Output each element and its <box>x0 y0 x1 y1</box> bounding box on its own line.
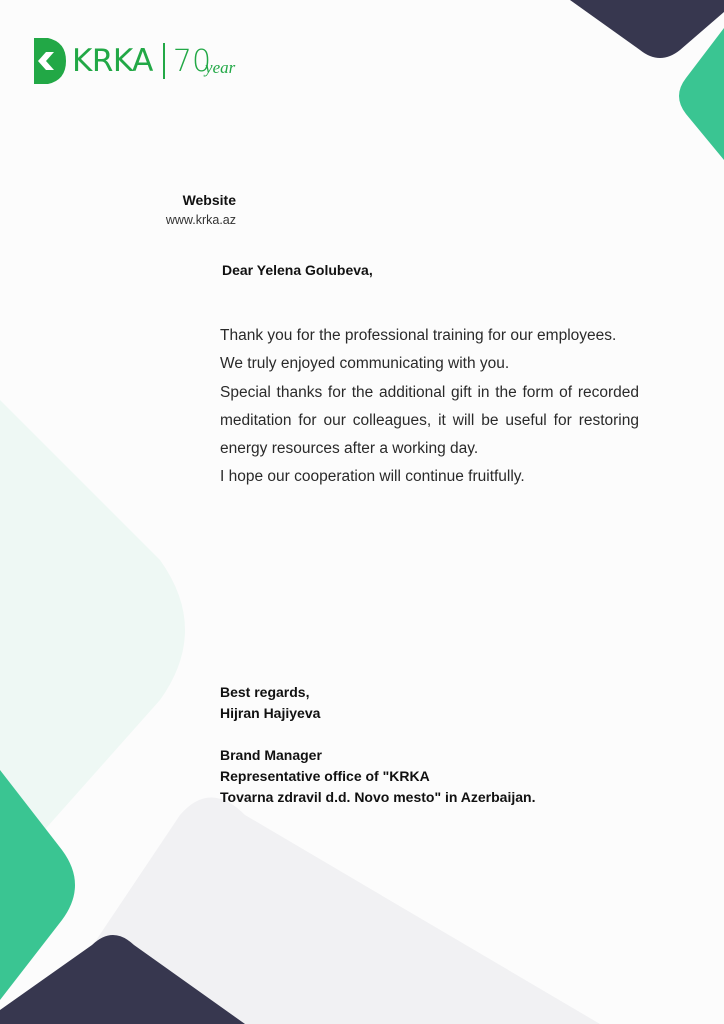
anniversary-word: year <box>205 58 236 77</box>
green-corner-shape <box>679 28 724 160</box>
krka-logo <box>34 38 235 84</box>
letter-body <box>220 322 639 492</box>
logo-divider <box>163 43 165 79</box>
letter-paragraph: Special thanks for the additional gift in the form of recorded meditation for our colleagues, it will be useful for restoring energy resources after a working day. <box>220 383 639 458</box>
anniversary-number: 70 <box>172 43 212 79</box>
signer-title: Brand Manager <box>220 747 322 763</box>
website-link[interactable]: www.krka.az <box>165 213 236 227</box>
signer-org-line2: Tovarna zdravil d.d. Novo mesto" in Azerbaijan. <box>220 789 536 805</box>
website-block <box>155 192 236 227</box>
letter-paragraph: We truly enjoyed communicating with you. <box>220 355 510 373</box>
letter-paragraph: Thank you for the professional training for our employees. <box>220 327 617 344</box>
signer-name: Hijran Hajiyeva <box>220 705 321 721</box>
letter-greeting: Dear Yelena Golubeva, <box>222 262 373 278</box>
letter-paragraph: I hope our cooperation will continue fruitfully. <box>220 468 525 486</box>
signature-block <box>220 682 535 808</box>
krka-emblem-icon <box>34 38 66 84</box>
brand-wordmark: KRKA <box>72 43 153 79</box>
navy-corner-shape <box>570 0 724 58</box>
signer-org-line1: Representative office of "KRKA <box>220 768 430 784</box>
closing: Best regards, <box>220 684 310 700</box>
website-label: Website <box>182 192 236 208</box>
